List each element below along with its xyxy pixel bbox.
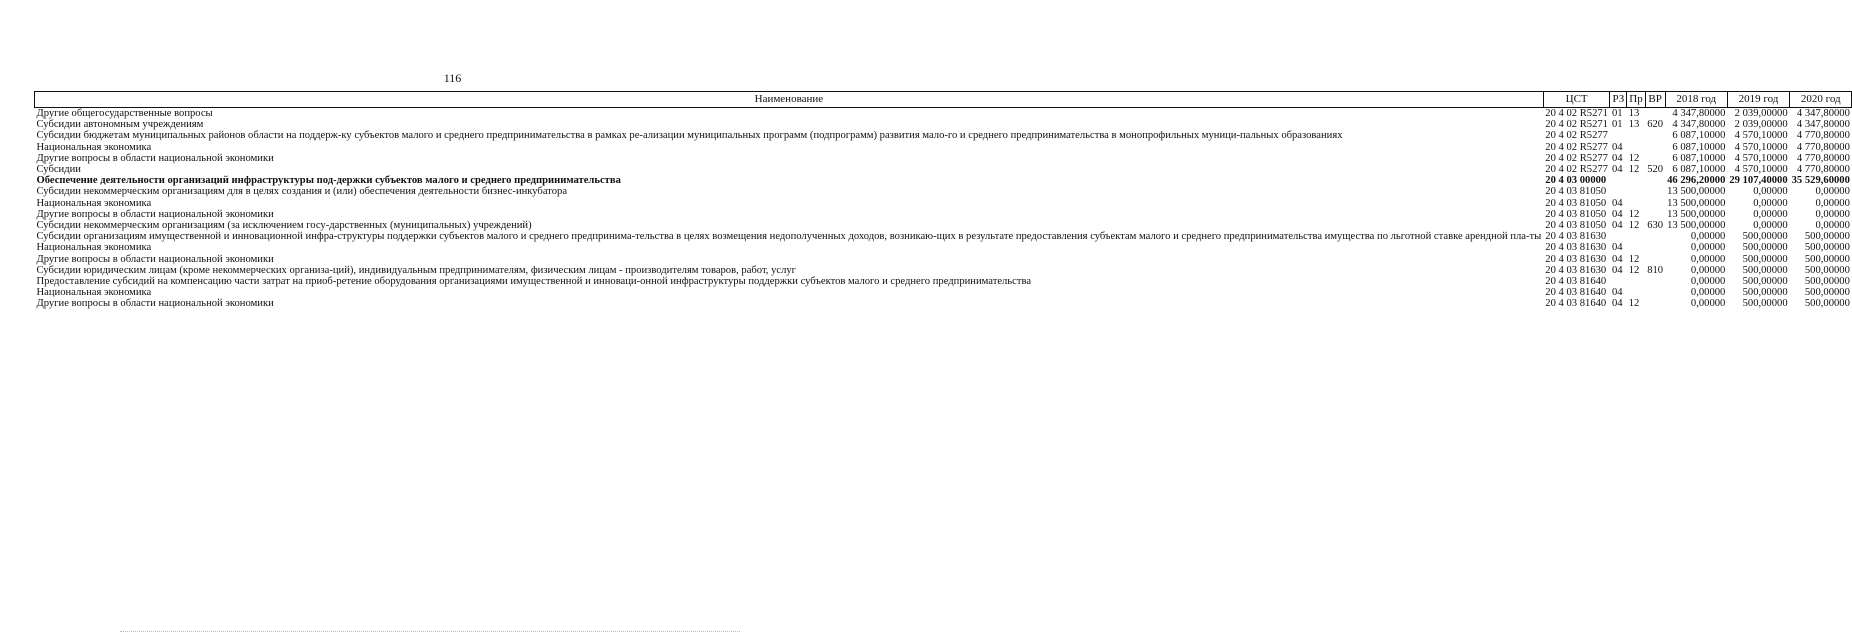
header-2018: 2018 год <box>1665 92 1727 108</box>
row-value-2019: 500,00000 <box>1742 276 1788 288</box>
row-value-2018: 6 087,10000 <box>1672 164 1726 176</box>
row-name: Субсидии бюджетам муниципальных районов области на поддерж-ку субъектов малого и среднего предпринимательства в рамках ре-ализации муниципальных программ (подпрограмм) развития мало-го и среднего предпринимательства в монопрофильных муници-пальных образованиях <box>36 130 1343 142</box>
row-value-2018: 13 500,00000 <box>1667 220 1726 232</box>
row-value-2018: 0,00000 <box>1690 276 1726 288</box>
row-value-2020: 0,00000 <box>1815 208 1850 220</box>
row-rz: 04 <box>1611 141 1623 153</box>
row-vr <box>1645 198 1665 209</box>
row-name: Национальная экономика <box>36 197 152 209</box>
row-cst: 20 4 03 81050 <box>1545 186 1607 198</box>
row-vr <box>1645 209 1665 220</box>
row-pr <box>1627 175 1645 186</box>
header-2019: 2019 год <box>1727 92 1789 108</box>
table-row <box>35 265 1852 276</box>
row-value-2018: 13 500,00000 <box>1667 186 1726 198</box>
row-name: Национальная экономика <box>36 141 152 153</box>
row-vr: 630 <box>1647 220 1664 232</box>
row-value-2018: 6 087,10000 <box>1672 130 1726 142</box>
row-value-2018: 0,00000 <box>1690 231 1726 243</box>
row-value-2018: 13 500,00000 <box>1667 208 1726 220</box>
table-row <box>35 276 1852 287</box>
row-rz: 04 <box>1611 253 1623 265</box>
row-vr <box>1645 186 1665 197</box>
row-pr: 13 <box>1628 108 1640 119</box>
row-name: Субсидии некоммерческим организациям (за исключением госу-дарственных (муниципальных) учреждений) <box>36 220 532 232</box>
row-pr: 12 <box>1628 298 1640 310</box>
row-cst: 20 4 02 R5271 <box>1545 119 1608 131</box>
row-value-2018: 6 087,10000 <box>1672 141 1726 153</box>
row-value-2019: 500,00000 <box>1742 287 1788 299</box>
row-value-2020: 4 347,80000 <box>1796 108 1850 119</box>
row-name: Национальная экономика <box>36 242 152 254</box>
row-name: Субсидии организациям имущественной и инновационной инфра-структуры поддержки субъектов малого и среднего предпринима-тельства в целях возмещения недополученных доходов, возникаю-щих в результате предоставления субъектам малого и среднего предпринимательства имущества по льготной ставке арендной пла-ты <box>36 231 1542 243</box>
row-rz <box>1610 130 1627 141</box>
row-value-2020: 0,00000 <box>1815 186 1850 198</box>
row-vr <box>1645 153 1665 164</box>
row-value-2018: 0,00000 <box>1690 264 1726 276</box>
row-vr: 810 <box>1647 264 1664 276</box>
table-header-row <box>35 92 1852 108</box>
row-cst: 20 4 03 81630 <box>1545 253 1607 265</box>
row-rz: 04 <box>1611 264 1623 276</box>
row-value-2018: 13 500,00000 <box>1667 197 1726 209</box>
row-name: Другие вопросы в области национальной экономики <box>36 253 274 265</box>
row-cst: 20 4 02 R5271 <box>1545 108 1608 119</box>
row-cst: 20 4 03 81630 <box>1545 264 1607 276</box>
row-vr <box>1645 231 1665 242</box>
row-pr: 12 <box>1628 220 1640 232</box>
row-vr: 620 <box>1647 119 1664 131</box>
row-cst: 20 4 03 81050 <box>1545 197 1607 209</box>
table-row <box>35 198 1852 209</box>
row-rz: 04 <box>1611 208 1623 220</box>
row-pr <box>1627 198 1645 209</box>
row-value-2019: 0,00000 <box>1753 186 1788 198</box>
row-value-2020: 0,00000 <box>1815 197 1850 209</box>
row-value-2020: 4 770,80000 <box>1796 164 1850 176</box>
row-value-2020: 500,00000 <box>1804 276 1850 288</box>
row-value-2019: 2 039,00000 <box>1734 108 1788 119</box>
row-pr <box>1627 276 1645 287</box>
row-name: Предоставление субсидий на компенсацию части затрат на приоб-ретение оборудования организациями имущественной и инноваци-онной инфраструктуры поддержки субъектов малого и среднего предпринимательства <box>36 276 1032 288</box>
table-row <box>35 209 1852 220</box>
table-row <box>35 164 1852 175</box>
row-value-2019: 500,00000 <box>1742 242 1788 254</box>
row-value-2020: 500,00000 <box>1804 287 1850 299</box>
row-vr <box>1645 298 1665 309</box>
row-rz: 01 <box>1611 108 1623 119</box>
row-cst: 20 4 02 R5277 <box>1545 152 1608 164</box>
table-row <box>35 231 1852 242</box>
row-cst: 20 4 03 81640 <box>1545 287 1607 299</box>
row-pr: 12 <box>1628 253 1640 265</box>
header-vr: ВР <box>1645 92 1665 108</box>
row-value-2018: 46 296,20000 <box>1667 175 1726 187</box>
header-pr: Пр <box>1627 92 1645 108</box>
row-pr: 12 <box>1628 208 1640 220</box>
row-cst: 20 4 03 81050 <box>1545 220 1607 232</box>
row-value-2019: 0,00000 <box>1753 197 1788 209</box>
row-cst: 20 4 03 81630 <box>1545 231 1607 243</box>
row-value-2019: 0,00000 <box>1753 220 1788 232</box>
row-vr <box>1645 276 1665 287</box>
row-value-2018: 0,00000 <box>1690 242 1726 254</box>
row-vr: 520 <box>1647 164 1664 176</box>
row-cst: 20 4 02 R5277 <box>1545 164 1608 176</box>
row-value-2019: 4 570,10000 <box>1734 130 1788 142</box>
row-value-2019: 500,00000 <box>1742 264 1788 276</box>
row-rz: 04 <box>1611 287 1623 299</box>
table-row <box>35 119 1852 130</box>
row-rz: 04 <box>1611 298 1623 310</box>
row-value-2018: 4 347,80000 <box>1672 119 1726 131</box>
row-vr <box>1645 142 1665 153</box>
row-vr <box>1645 287 1665 298</box>
table-row <box>35 242 1852 253</box>
row-vr <box>1645 108 1665 120</box>
row-cst: 20 4 02 R5277 <box>1545 141 1608 153</box>
row-name: Другие вопросы в области национальной экономики <box>36 152 274 164</box>
row-pr <box>1627 242 1645 253</box>
row-rz: 04 <box>1611 152 1623 164</box>
row-value-2020: 4 770,80000 <box>1796 130 1850 142</box>
row-rz: 04 <box>1611 197 1623 209</box>
row-vr <box>1645 175 1665 186</box>
row-value-2019: 29 107,40000 <box>1729 175 1788 187</box>
row-name: Субсидии <box>36 164 81 176</box>
table-row <box>35 175 1852 186</box>
row-value-2019: 500,00000 <box>1742 298 1788 310</box>
row-value-2020: 35 529,60000 <box>1791 175 1850 187</box>
header-cst: ЦСТ <box>1543 92 1610 108</box>
row-pr <box>1627 142 1645 153</box>
row-cst: 20 4 03 81640 <box>1545 276 1607 288</box>
row-pr: 12 <box>1628 264 1640 276</box>
row-name: Другие общегосударственные вопросы <box>36 108 213 119</box>
table-row <box>35 220 1852 231</box>
row-value-2020: 500,00000 <box>1804 242 1850 254</box>
row-value-2020: 4 770,80000 <box>1796 152 1850 164</box>
row-rz <box>1610 175 1627 186</box>
row-value-2020: 500,00000 <box>1804 264 1850 276</box>
header-name: Наименование <box>35 92 1544 108</box>
row-value-2020: 500,00000 <box>1804 298 1850 310</box>
row-value-2019: 500,00000 <box>1742 231 1788 243</box>
bottom-scan-marks <box>120 631 740 634</box>
table-row <box>35 298 1852 309</box>
row-value-2019: 4 570,10000 <box>1734 164 1788 176</box>
row-pr <box>1627 130 1645 141</box>
page-number: 116 <box>443 71 462 85</box>
row-rz: 04 <box>1611 164 1623 176</box>
row-cst: 20 4 02 R5277 <box>1545 130 1608 142</box>
row-value-2019: 500,00000 <box>1742 253 1788 265</box>
table-row <box>35 130 1852 141</box>
budget-table <box>34 91 1852 310</box>
row-value-2020: 0,00000 <box>1815 220 1850 232</box>
row-value-2019: 2 039,00000 <box>1734 119 1788 131</box>
row-cst: 20 4 03 81640 <box>1545 298 1607 310</box>
row-value-2018: 0,00000 <box>1690 287 1726 299</box>
row-name: Другие вопросы в области национальной экономики <box>36 298 274 310</box>
table-row <box>35 142 1852 153</box>
row-name: Субсидии автономным учреждениям <box>36 119 204 131</box>
row-rz: 04 <box>1611 242 1623 254</box>
row-value-2019: 4 570,10000 <box>1734 152 1788 164</box>
row-rz: 04 <box>1611 220 1623 232</box>
row-pr <box>1627 287 1645 298</box>
row-name: Субсидии некоммерческим организациям для в целях создания и (или) обеспечения деятельности бизнес-инкубатора <box>36 186 568 198</box>
row-value-2018: 0,00000 <box>1690 298 1726 310</box>
row-vr <box>1645 242 1665 253</box>
row-value-2019: 0,00000 <box>1753 208 1788 220</box>
row-name: Национальная экономика <box>36 287 152 299</box>
row-pr: 13 <box>1628 119 1640 131</box>
row-value-2020: 4 770,80000 <box>1796 141 1850 153</box>
row-value-2019: 4 570,10000 <box>1734 141 1788 153</box>
row-name: Обеспечение деятельности организаций инфраструктуры под-держки субъектов малого и среднего предпринимательства <box>36 175 621 187</box>
row-name: Другие вопросы в области национальной экономики <box>36 208 274 220</box>
row-value-2020: 500,00000 <box>1804 231 1850 243</box>
row-rz <box>1610 276 1627 287</box>
row-value-2018: 4 347,80000 <box>1672 108 1726 119</box>
row-pr: 12 <box>1628 164 1640 176</box>
row-rz <box>1610 231 1627 242</box>
row-cst: 20 4 03 00000 <box>1545 175 1607 187</box>
header-rz: РЗ <box>1610 92 1627 108</box>
row-value-2020: 500,00000 <box>1804 253 1850 265</box>
row-rz: 01 <box>1611 119 1623 131</box>
row-vr <box>1645 254 1665 265</box>
row-value-2020: 4 347,80000 <box>1796 119 1850 131</box>
row-rz <box>1610 186 1627 197</box>
row-name: Субсидии юридическим лицам (кроме некоммерческих организа-ций), индивидуальным предпринимателям, физическим лицам - производителям товаров, работ, услуг <box>36 264 797 276</box>
table-row <box>35 153 1852 164</box>
table-row <box>35 186 1852 197</box>
row-pr <box>1627 231 1645 242</box>
row-cst: 20 4 03 81630 <box>1545 242 1607 254</box>
row-value-2018: 6 087,10000 <box>1672 152 1726 164</box>
header-2020: 2020 год <box>1790 92 1852 108</box>
row-value-2018: 0,00000 <box>1690 253 1726 265</box>
row-pr <box>1627 186 1645 197</box>
row-vr <box>1645 130 1665 141</box>
table-row <box>35 108 1852 120</box>
row-cst: 20 4 03 81050 <box>1545 208 1607 220</box>
row-pr: 12 <box>1628 152 1640 164</box>
table-row <box>35 287 1852 298</box>
table-row <box>35 254 1852 265</box>
